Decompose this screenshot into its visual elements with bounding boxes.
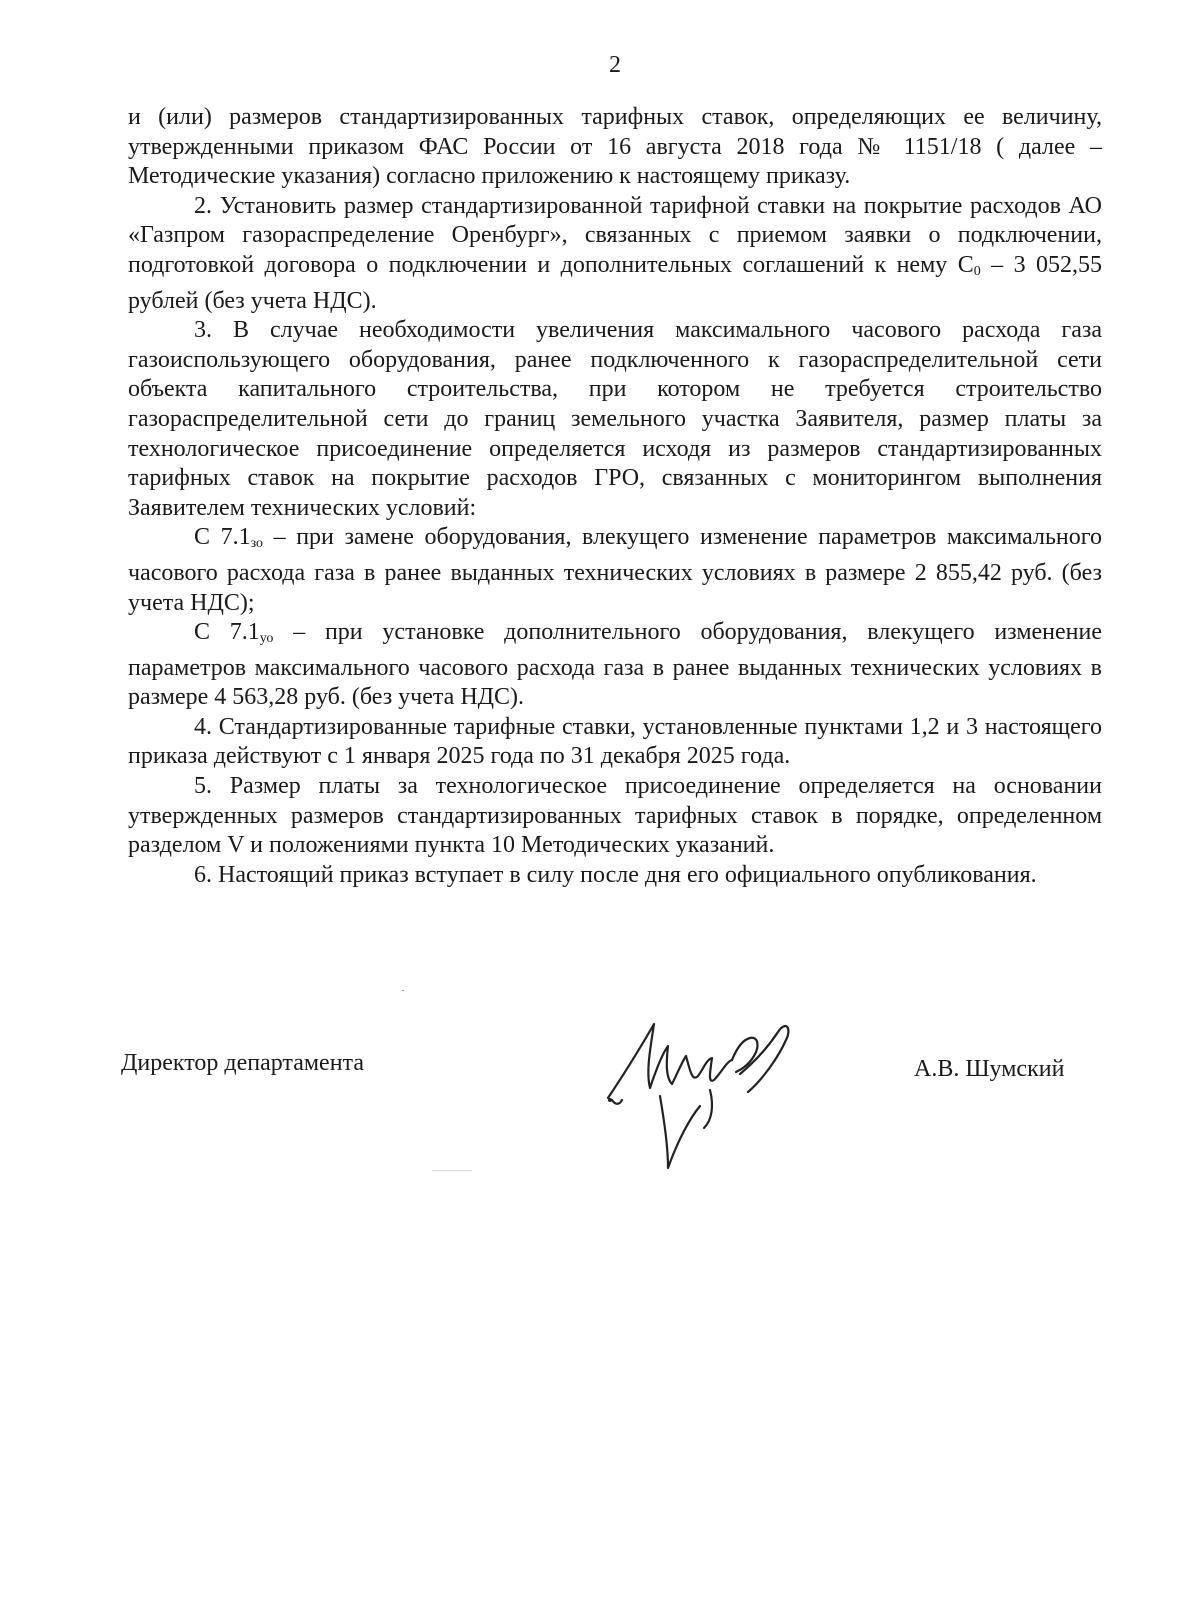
rate-replacement-text: – при замене оборудования, влекущего изменение параметров максимального часового расхода газа в ранее выданных технических условиях в размере 2 855,42 руб. (без учета НДС); bbox=[128, 524, 1102, 616]
document-body bbox=[128, 103, 1102, 890]
scan-artifact bbox=[402, 990, 404, 991]
paragraph-rate-installation bbox=[128, 618, 1102, 713]
signatory-name: А.В. Шумский bbox=[914, 1056, 1065, 1082]
page-number: 2 bbox=[609, 52, 621, 78]
paragraph-item-3: 3. В случае необходимости увеличения максимального часового расхода газа газоиспользующего оборудования, ранее подключенного к газораспределительной сети объекта капитального строительства, при котором не требуется строительство газораспределительной сети до границ земельного участка Заявителя, размер платы за технологическое присоединение определяется исходя из размеров стандартизированных тарифных ставок на покрытие расходов ГРО, связанных с мониторингом выполнения Заявителем технических условий: bbox=[128, 317, 1102, 521]
rate-installation-text: – при установке дополнительного оборудования, влекущего изменение параметров максимального часового расхода газа в ранее выданных технических условиях в размере 4 563,28 руб. (без учета НДС). bbox=[128, 619, 1102, 711]
rate-replacement-symbol: С 7.1 bbox=[194, 524, 251, 551]
rate-installation-symbol: С 7.1 bbox=[194, 619, 260, 646]
paragraph-item-2-subscript: 0 bbox=[973, 263, 981, 279]
paragraph-item-2 bbox=[128, 192, 1102, 316]
signatory-position: Директор департамента bbox=[121, 1050, 364, 1076]
paragraph-item-2-text: 2. Установить размер стандартизированной тарифной ставки на покрытие расходов АО «Газпром газораспределение Оренбург», связанных с приемом заявки о подключении, подготовкой договора о подключении и дополнительных соглашений к нему С bbox=[128, 192, 1102, 278]
paragraph-item-4: 4. Стандартизированные тарифные ставки, установленные пунктами 1,2 и 3 настоящего приказа действуют с 1 января 2025 года по 31 декабря 2025 года. bbox=[128, 713, 1102, 770]
scan-artifact bbox=[432, 1170, 472, 1171]
rate-installation-subscript: уо bbox=[259, 631, 274, 647]
paragraph-intro-continuation: и (или) размеров стандартизированных тарифных ставок, определяющих ее величину, утвержденными приказом ФАС России от 16 августа 2018 года № 1151/18 ( далее – Методические указания) согласно приложению к настоящему приказу. bbox=[128, 104, 1102, 190]
paragraph-item-6: 6. Настоящий приказ вступает в силу после дня его официального опубликования. bbox=[194, 861, 1037, 888]
rate-replacement-subscript: зо bbox=[250, 536, 264, 552]
paragraph-item-2-tail: – 3 052,55 рублей (без учета НДС). bbox=[128, 251, 1103, 314]
signature-block bbox=[0, 1010, 1200, 1200]
paragraph-rate-replacement bbox=[128, 523, 1102, 618]
handwritten-signature bbox=[590, 1010, 820, 1180]
paragraph-item-5: 5. Размер платы за технологическое присоединение определяется на основании утвержденных размеров стандартизированных тарифных ставок в порядке, определенном разделом V и положениями пункта 10 Методических указаний. bbox=[128, 773, 1102, 859]
